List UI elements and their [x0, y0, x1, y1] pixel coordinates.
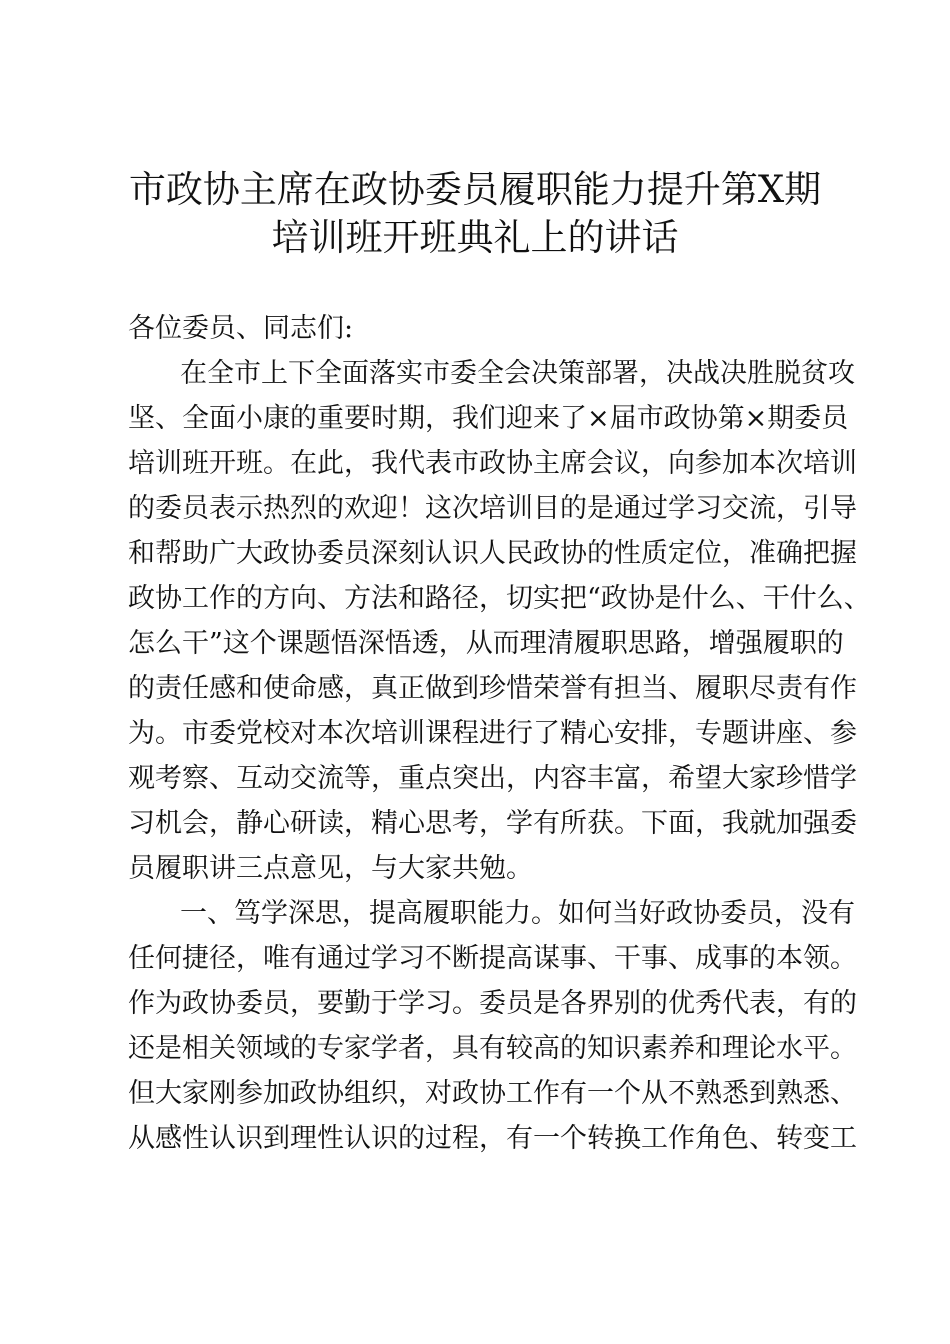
- paragraph-line: 的责任感和使命感，真正做到珍惜荣誉有担当、履职尽责有作: [128, 673, 857, 704]
- paragraph-line: 任何捷径，唯有通过学习不断提高谋事、干事、成事的本领。: [128, 943, 857, 974]
- document-title-line-2: 培训班开班典礼上的讲话: [271, 216, 679, 259]
- paragraph-line: 从感性认识到理性认识的过程，有一个转换工作角色、转变工: [128, 1123, 857, 1154]
- paragraph-line: 为。市委党校对本次培训课程进行了精心安排，专题讲座、参: [128, 718, 857, 749]
- paragraph-line: 一、笃学深思，提高履职能力。如何当好政协委员，没有: [180, 898, 855, 929]
- paragraph-line: 还是相关领域的专家学者，具有较高的知识素养和理论水平。: [128, 1033, 857, 1064]
- salutation: 各位委员、同志们:: [128, 313, 354, 344]
- paragraph-line: 坚、全面小康的重要时期，我们迎来了×届市政协第×期委员: [128, 403, 849, 434]
- paragraph-line: 员履职讲三点意见，与大家共勉。: [128, 853, 533, 884]
- document-title-line-1: 市政协主席在政协委员履职能力提升第X期: [128, 168, 822, 211]
- paragraph-line: 但大家刚参加政协组织，对政协工作有一个从不熟悉到熟悉、: [128, 1078, 857, 1109]
- paragraph-line: 在全市上下全面落实市委全会决策部署，决战决胜脱贫攻: [180, 358, 855, 389]
- paragraph-line: 观考察、互动交流等，重点突出，内容丰富，希望大家珍惜学: [128, 763, 857, 794]
- paragraph-line: 培训班开班。在此，我代表市政协主席会议，向参加本次培训: [128, 448, 857, 479]
- paragraph-line: 怎么干”这个课题悟深悟透，从而理清履职思路，增强履职的: [128, 628, 844, 659]
- paragraph-line: 和帮助广大政协委员深刻认识人民政协的性质定位，准确把握: [128, 538, 857, 569]
- paragraph-line: 的委员表示热烈的欢迎！这次培训目的是通过学习交流，引导: [128, 493, 857, 524]
- paragraph-line: 政协工作的方向、方法和路径，切实把“政协是什么、干什么、: [128, 583, 871, 614]
- paragraph-line: 习机会，静心研读，精心思考，学有所获。下面，我就加强委: [128, 808, 857, 839]
- paragraph-line: 作为政协委员，要勤于学习。委员是各界别的优秀代表，有的: [128, 988, 857, 1019]
